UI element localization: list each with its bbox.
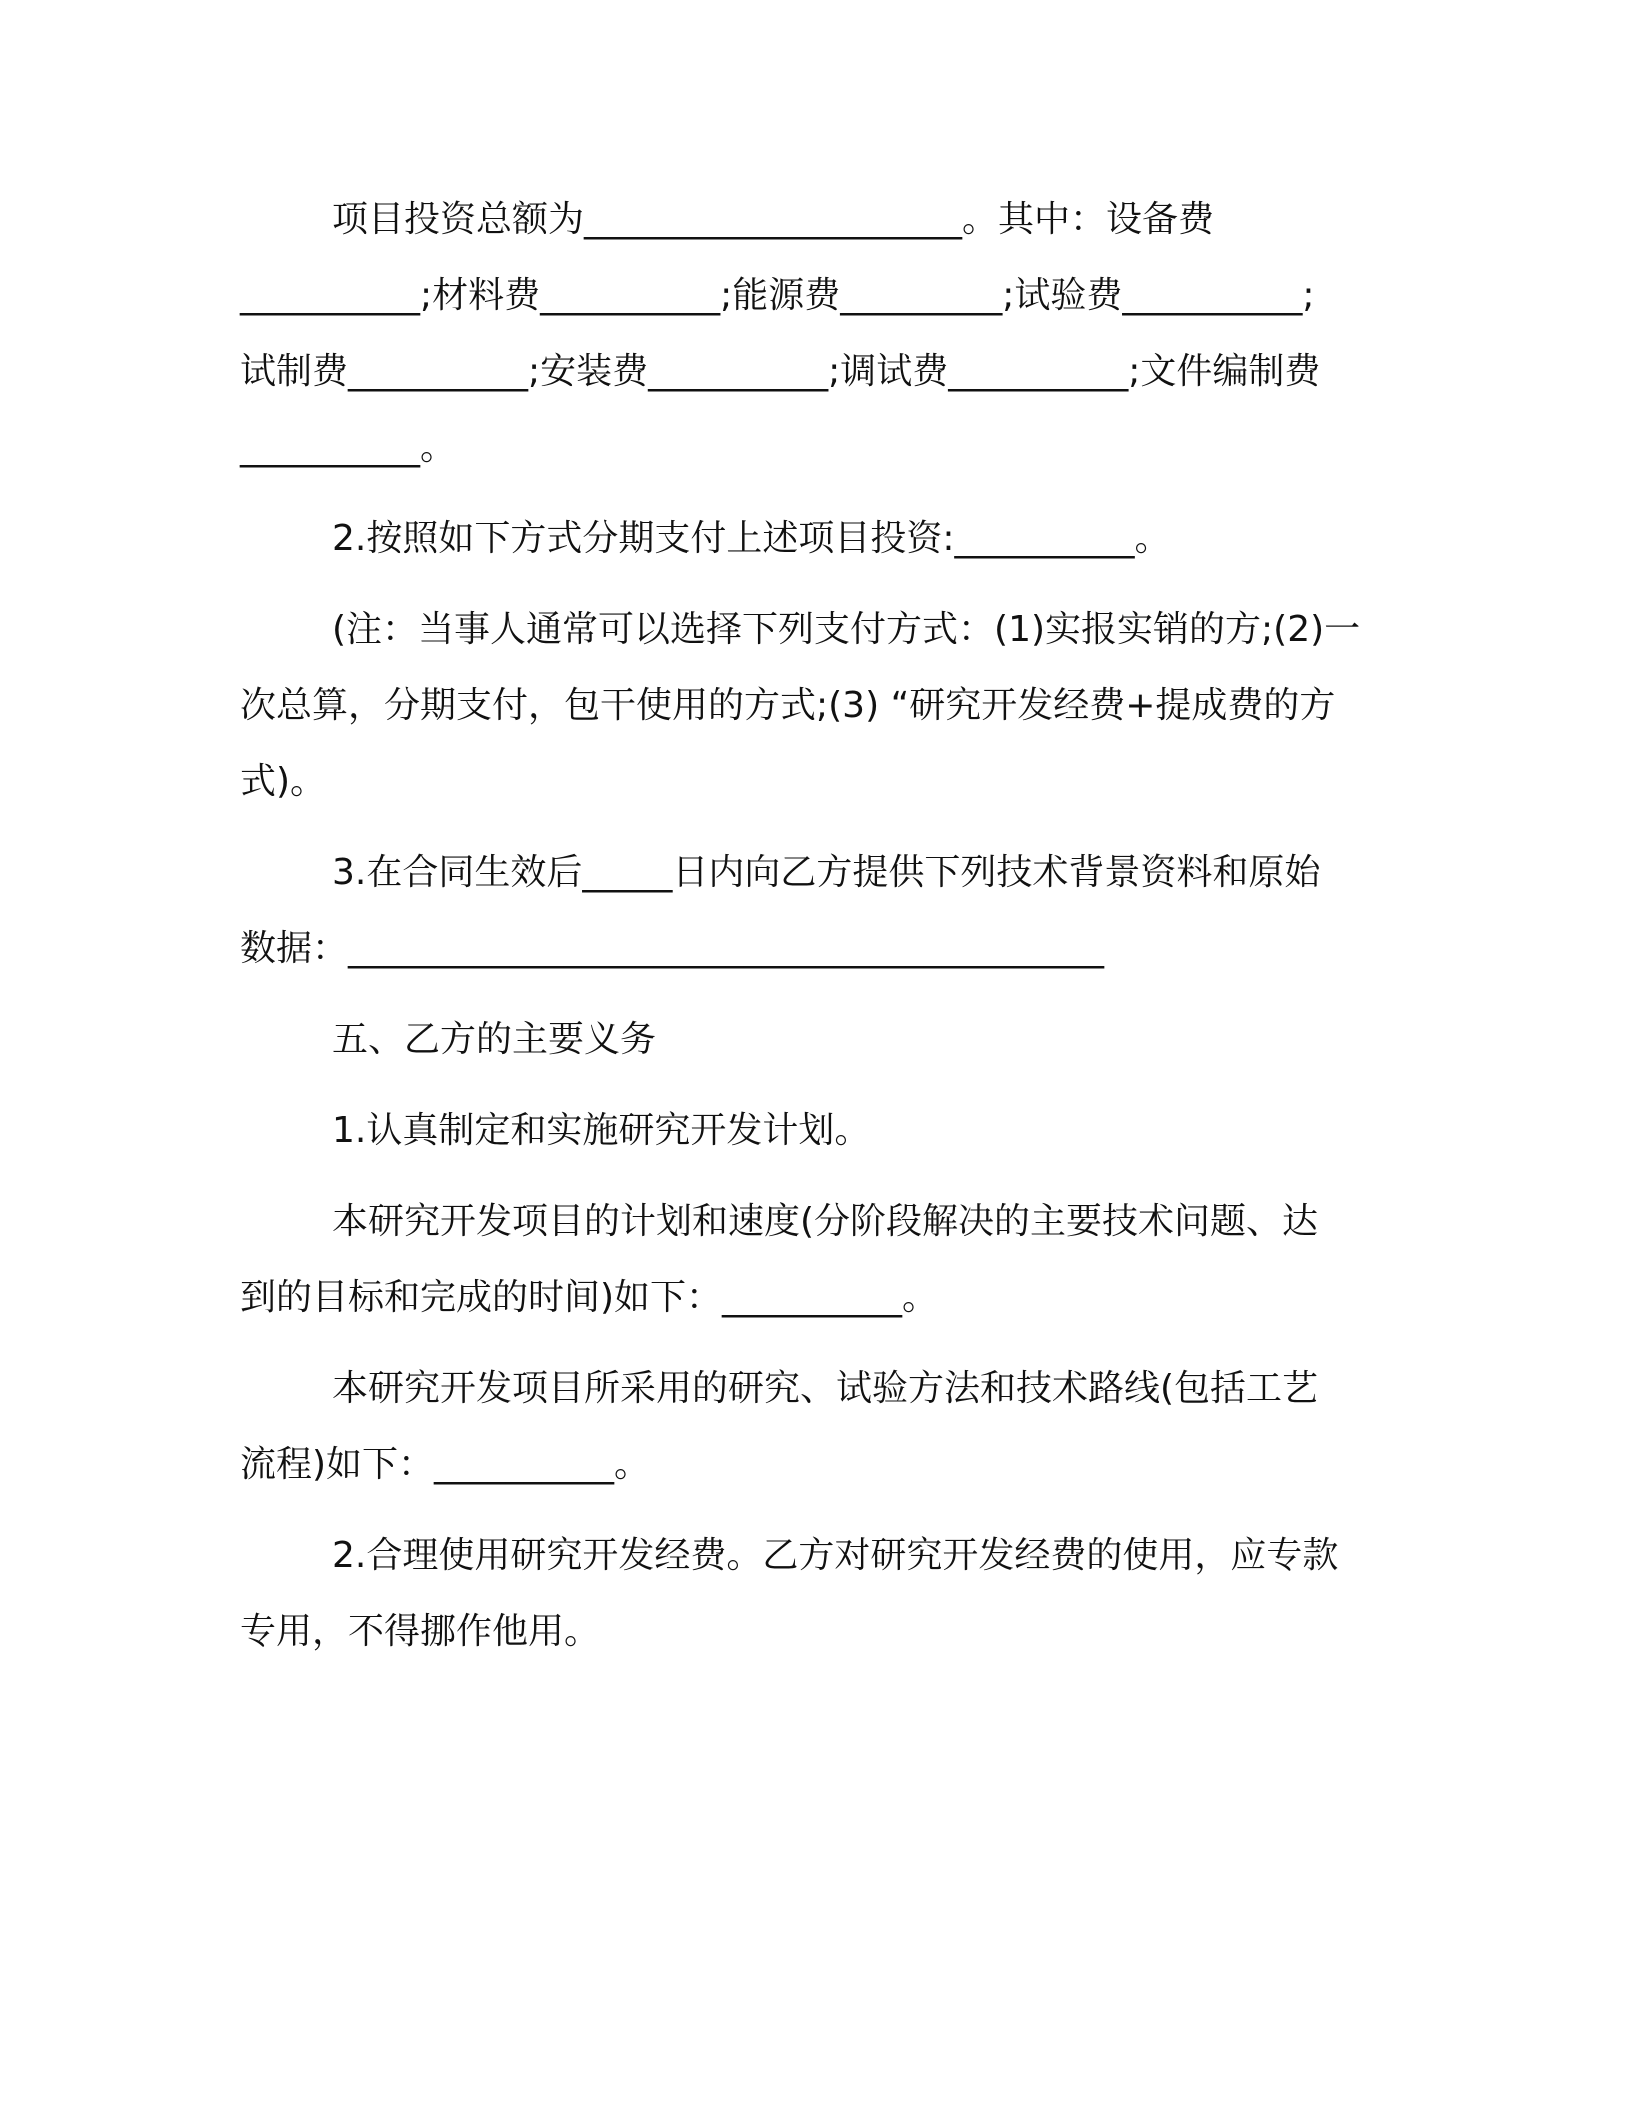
- text-line: 式)。: [240, 761, 327, 802]
- section-heading-party-b-obligations: [240, 1002, 1390, 1078]
- text-line: 数据：__________________________________________: [240, 928, 1105, 969]
- text-line: 次总算，分期支付，包干使用的方式;(3) “研究开发经费+提成费的方: [240, 685, 1336, 726]
- text-line: 流程)如下：__________。: [240, 1444, 651, 1485]
- obligation-2-paragraph: [240, 1518, 1390, 1670]
- text-line: 2.合理使用研究开发经费。乙方对研究开发经费的使用，应专款: [332, 1535, 1339, 1576]
- contract-text: [240, 182, 1390, 1685]
- text-line: 专用，不得挪作他用。: [240, 1611, 601, 1652]
- text-line: (注：当事人通常可以选择下列支付方式：(1)实报实销的方;(2)一: [332, 609, 1361, 650]
- text-line: 到的目标和完成的时间)如下：__________。: [240, 1277, 939, 1318]
- background-data-paragraph: [240, 835, 1390, 987]
- text-line: 本研究开发项目的计划和速度(分阶段解决的主要技术问题、达: [332, 1201, 1319, 1242]
- payment-note-paragraph: [240, 592, 1390, 820]
- text-line: 3.在合同生效后_____日内向乙方提供下列技术背景资料和原始: [332, 852, 1321, 893]
- text-line: 1.认真制定和实施研究开发计划。: [332, 1110, 871, 1151]
- text-line: 本研究开发项目所采用的研究、试验方法和技术路线(包括工艺: [332, 1368, 1319, 1409]
- text-line: 试制费__________;安装费__________;调试费__________;文件编制费: [240, 351, 1321, 392]
- text-line: 项目投资总额为_____________________。其中：设备费: [332, 199, 1215, 240]
- investment-total-paragraph: [240, 182, 1390, 486]
- text-line: 2.按照如下方式分期支付上述项目投资:__________。: [332, 518, 1171, 559]
- text-line: 五、乙方的主要义务: [332, 1019, 657, 1060]
- methods-paragraph: [240, 1351, 1390, 1503]
- text-line: __________;材料费__________;能源费_________;试验费__________;: [240, 275, 1315, 316]
- text-line: __________。: [240, 427, 457, 468]
- plan-speed-paragraph: [240, 1184, 1390, 1336]
- obligation-1-paragraph: [240, 1093, 1390, 1169]
- payment-schedule-paragraph: [240, 501, 1390, 577]
